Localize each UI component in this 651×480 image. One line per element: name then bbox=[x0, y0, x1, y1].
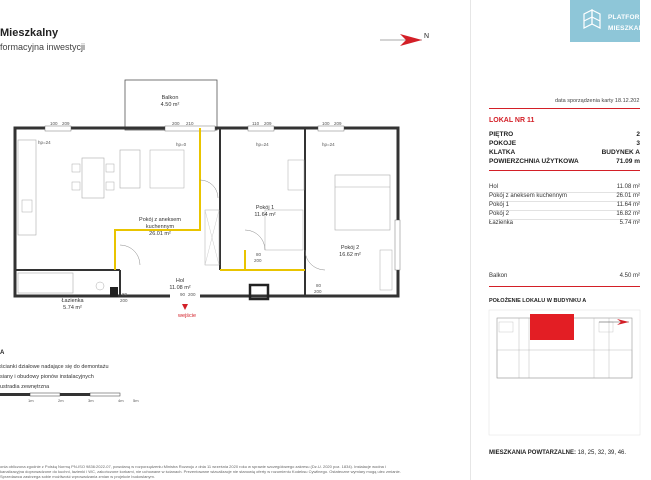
dim-label: 200 bbox=[254, 258, 262, 263]
plan-pokoj2-label: Pokój 2 16.62 m² bbox=[339, 245, 361, 258]
legend-item: ścianki działowe nadające się do demontażu bbox=[0, 364, 109, 370]
dim-label: 209 bbox=[334, 121, 342, 126]
hp-label: hp=24 bbox=[256, 142, 269, 147]
sofa bbox=[120, 150, 140, 188]
installation-shaft bbox=[110, 287, 118, 297]
plan-entrance-label: wejście bbox=[177, 313, 197, 319]
plan-pokoj1-label: Pokój 1 11.64 m² bbox=[254, 205, 276, 218]
hp-label: hp=0 bbox=[176, 142, 187, 147]
dim-label: 80 bbox=[256, 252, 262, 257]
dim-label: 200 bbox=[120, 298, 128, 303]
logo-line-2: MIESZKANIO bbox=[608, 25, 651, 32]
logo-line-1: PLATFORMA bbox=[608, 14, 651, 21]
balkon-row: Balkon 4.50 m² bbox=[489, 273, 640, 279]
dim-label: 110 bbox=[252, 121, 260, 126]
building-location-map bbox=[489, 310, 640, 435]
red-rule bbox=[489, 170, 640, 171]
platform-logo[interactable] bbox=[570, 0, 651, 42]
logo-mark-icon bbox=[576, 6, 606, 36]
plan-kitchen-label: Pokój z aneksem kuchennym 26.01 m² bbox=[139, 217, 181, 237]
room-row: Łazienka 5.74 m² bbox=[489, 220, 640, 226]
legend-heading: A bbox=[0, 350, 5, 356]
bathtub bbox=[18, 273, 73, 293]
legend-item: siany i obudowy pionów instalacyjnych bbox=[0, 374, 94, 380]
location-label: POŁOŻENIE LOKALU W BUDYNKU A bbox=[489, 298, 587, 304]
dim-label: 210 bbox=[186, 121, 194, 126]
scale-label: 5m bbox=[133, 398, 139, 403]
hp-label: hp=24 bbox=[38, 140, 51, 145]
spec-row: POWIERZCHNIA UŻYTKOWA 71.09 m bbox=[489, 158, 640, 165]
repeat-units: MIESZKANIA POWTARZALNE: 18, 25, 32, 39, 46. bbox=[489, 450, 627, 456]
document-title: Mieszkalny bbox=[0, 27, 59, 39]
scale-label: 2m bbox=[58, 398, 64, 403]
plan-lazienka-label: Łazienka 5.74 m² bbox=[61, 298, 84, 311]
compass-label: N bbox=[424, 33, 430, 40]
hp-label: hp=24 bbox=[322, 142, 335, 147]
plan-hol-label: Hol 11.08 m² bbox=[169, 278, 191, 291]
dim-label: 200 bbox=[314, 289, 322, 294]
entrance-arrow-icon bbox=[182, 304, 188, 310]
card-date: data sporządzenia karty 18.12.202 bbox=[555, 98, 640, 104]
scale-label: 4m bbox=[118, 398, 124, 403]
compass-north-icon bbox=[380, 30, 440, 50]
dining-table bbox=[82, 158, 104, 198]
scale-label: 3m bbox=[88, 398, 94, 403]
dim-label: 100 bbox=[322, 121, 330, 126]
scale-label: 1m bbox=[28, 398, 34, 403]
dim-label: 100 bbox=[50, 121, 58, 126]
spec-row: POKOJE 3 bbox=[489, 140, 640, 147]
bed bbox=[335, 175, 390, 230]
dim-label: 200 bbox=[188, 292, 196, 297]
room-row: Pokój z aneksem kuchennym 26.01 m² bbox=[489, 193, 640, 199]
room-row: Pokój 2 16.82 m² bbox=[489, 211, 640, 217]
highlighted-unit bbox=[530, 314, 574, 340]
dim-label: 200 bbox=[172, 121, 180, 126]
legal-footnote: onia obliczona zgodnie z Polską Normą PN-ISO 9836:2022-07, powołaną w rozporządzeniu Ministra Rozwoju z dnia 11 września 2020 roku w sprawie szczegółowego zakresu (Dz.U. 2020 poz. 1834). Instalacje wodna i kanalizacyjna doprowadzone do kuchni, łazienki i WC, zakończone korkami, nie uchowane w ścianach. Prezentowane wizualizacje nie stanowią oferty w rozumieniu Kodeksu Cywilnego. Ostateczne wymiary mogą ulec zmianie. Sprzedawca zastrzega sobie możliwość wprowadzania zmian w projekcie budowlanym. bbox=[0, 464, 401, 479]
dim-label: 209 bbox=[62, 121, 70, 126]
plan-balkon-label: Balkon 4.50 m² bbox=[160, 95, 180, 108]
dim-label: 80 bbox=[122, 292, 128, 297]
legend-item: ustradia zewnętrzna bbox=[0, 384, 50, 390]
red-rule bbox=[489, 108, 640, 109]
panel-divider bbox=[470, 0, 471, 480]
dim-label: 90 bbox=[180, 292, 186, 297]
spec-row: PIĘTRO 2 bbox=[489, 131, 640, 138]
document-subtitle: formacyjna inwestycji bbox=[0, 42, 86, 52]
red-rule bbox=[489, 286, 640, 287]
dim-label: 209 bbox=[264, 121, 272, 126]
spec-row: KLATKA BUDYNEK A bbox=[489, 149, 640, 156]
dim-label: 80 bbox=[316, 283, 322, 288]
room-row: Pokój 1 11.64 m² bbox=[489, 202, 640, 208]
room-row: Hol 11.08 m² bbox=[489, 184, 640, 190]
floor-plan bbox=[0, 60, 420, 335]
kitchen-counter bbox=[18, 140, 36, 235]
demountable-wall bbox=[115, 128, 200, 270]
lokal-title: LOKAL NR 11 bbox=[489, 117, 535, 124]
